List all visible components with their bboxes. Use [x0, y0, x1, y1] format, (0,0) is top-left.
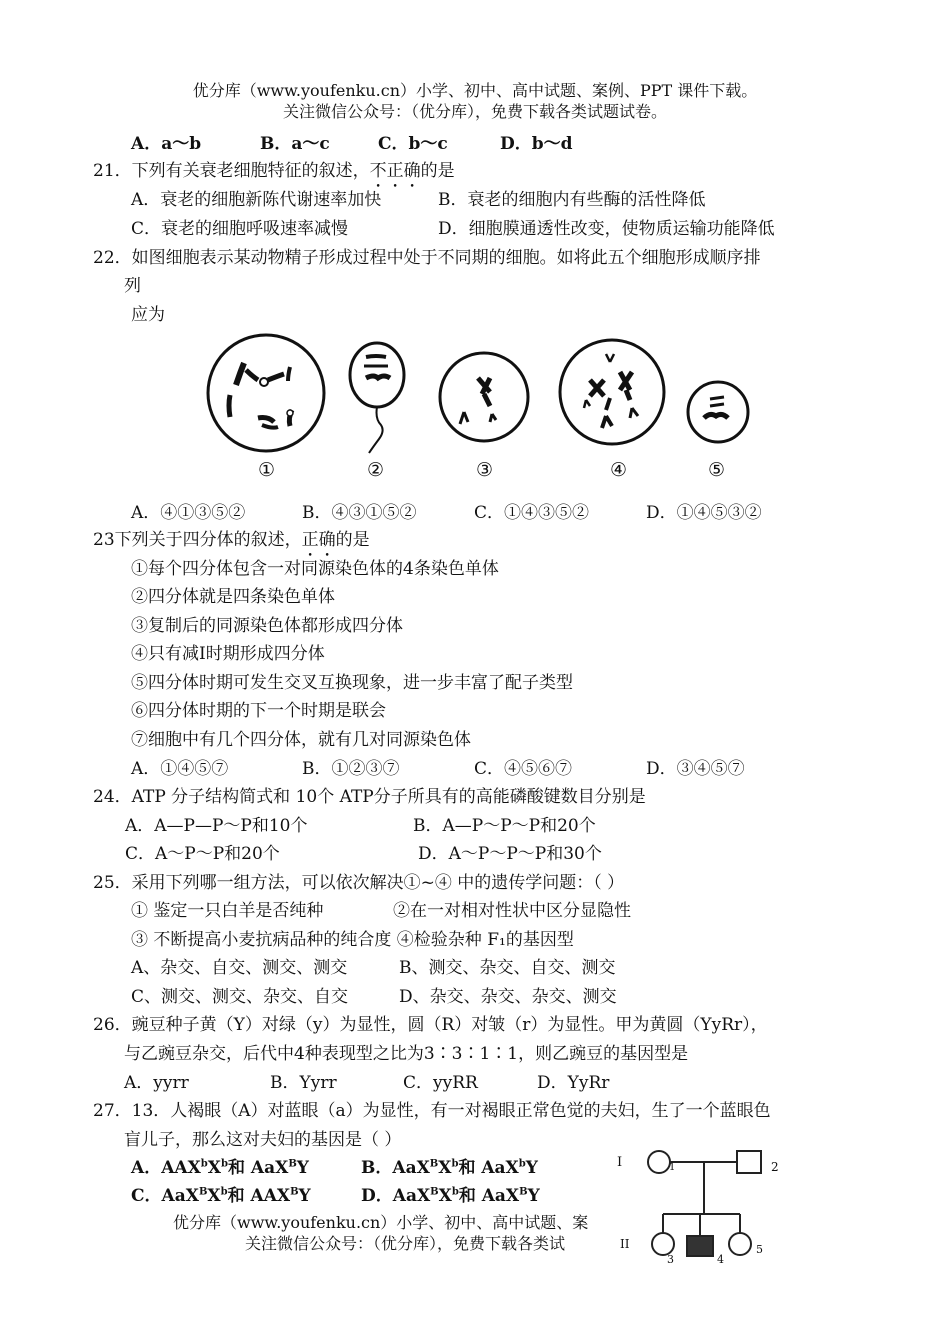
q21-stem: 21．下列有关衰老细胞特征的叙述，不正确的是 [93, 161, 455, 181]
q24-option-a: A．A—P—P～P和10个 [125, 816, 308, 836]
q22-option-d: D．①④⑤③② [646, 503, 762, 523]
q26-option-b: B．Yyrr [270, 1073, 337, 1093]
q20-option-b: B．a～c [260, 134, 330, 154]
q23-item-2: ②四分体就是四条染色单体 [131, 587, 335, 607]
pedigree-individual-1 [648, 1151, 670, 1173]
q25-line-1b: ②在一对相对性状中区分显隐性 [393, 901, 631, 921]
q23-option-c: C．④⑤⑥⑦ [474, 759, 573, 779]
q23-item-6: ⑥四分体时期的下一个时期是联会 [131, 701, 386, 721]
cell-label-5: ⑤ [708, 459, 726, 481]
q25-option-a: A、杂交、自交、测交、测交 [131, 958, 348, 978]
cell-label-4: ④ [610, 459, 628, 481]
q20-option-a: A．a～b [131, 134, 202, 154]
q23-item-7: ⑦细胞中有几个四分体，就有几对同源染色体 [131, 730, 471, 750]
q25-option-d: D、杂交、杂交、杂交、测交 [399, 987, 617, 1007]
q22-option-a: A．④①③⑤② [131, 503, 246, 523]
pedigree-gen-2-label: II [620, 1237, 630, 1251]
cell-label-2: ② [367, 459, 385, 481]
footer-line-1: 优分库（www.youfenku.cn）小学、初中、高中试题、案 [173, 1213, 589, 1232]
q23-option-a: A．①④⑤⑦ [131, 759, 229, 779]
header-line-1: 优分库（www.youfenku.cn）小学、初中、高中试题、案例、PPT 课件下载。 [192, 81, 758, 100]
q25-option-b: B、测交、杂交、自交、测交 [399, 958, 616, 978]
q25-line-2: ③ 不断提高小麦抗病品种的纯合度 ④检验杂种 F₁的基因型 [131, 930, 574, 950]
q21-option-b: B．衰老的细胞内有些酶的活性降低 [438, 190, 706, 210]
q26-option-a: A．yyrr [124, 1073, 189, 1093]
pedigree-num-3: 3 [667, 1253, 674, 1266]
q22-option-b: B．④③①⑤② [302, 503, 417, 523]
q23-option-d: D．③④⑤⑦ [646, 759, 745, 779]
footer-line-2: 关注微信公众号：（优分库），免费下载各类试 [245, 1234, 566, 1253]
pedigree-num-2: 2 [771, 1160, 779, 1174]
q26-option-d: D．YyRr [537, 1073, 610, 1093]
q20-option-d: D．b～d [500, 134, 573, 154]
q24-option-b: B．A—P～P～P和20个 [413, 816, 596, 836]
pedigree-num-1: 1 [669, 1162, 676, 1173]
q24-option-c: C．A～P～P和20个 [125, 844, 280, 864]
q25-line-1a: ① 鉴定一只白羊是否纯种 [131, 901, 324, 921]
q25-option-c: C、测交、测交、杂交、自交 [131, 987, 349, 1007]
q21-option-c: C．衰老的细胞呼吸速率减慢 [131, 219, 349, 239]
cell-label-3: ③ [476, 459, 494, 481]
q24-stem: 24．ATP 分子结构简式和 10个 ATP分子所具有的高能磷酸键数目分别是 [93, 787, 646, 807]
pedigree-num-4: 4 [717, 1253, 724, 1266]
q22-stem-line-2: 列 [124, 276, 141, 296]
q23-item-5: ⑤四分体时期可发生交叉互换现象，进一步丰富了配子类型 [131, 673, 573, 693]
q27-option-d: D．$AaX^BX^b$和 AaX$^B$Y [361, 1186, 540, 1206]
q20-option-c: C．b～c [378, 134, 448, 154]
q23-stem: 23下列关于四分体的叙述，正确的是 [93, 530, 370, 550]
header-line-2: 关注微信公众号：（优分库），免费下载各类试题试卷。 [282, 102, 667, 121]
q27-option-c: C．$AaX^BX^b$和 $AAX^BY$ [131, 1186, 311, 1206]
q23-item-3: ③复制后的同源染色体都形成四分体 [131, 616, 403, 636]
q27-stem-line-2: 盲儿子，那么这对夫妇的基因是（ ） [124, 1130, 402, 1150]
q22-option-c: C．①④③⑤② [474, 503, 590, 523]
pedigree-num-5: 5 [756, 1243, 763, 1256]
q27-option-a: A．$AAX^bX^b$和 AaX$^B$Y [131, 1158, 309, 1178]
q21-option-a: A．衰老的细胞新陈代谢速率加快 [131, 190, 382, 210]
q25-stem: 25．采用下列哪一组方法，可以依次解决①~④ 中的遗传学问题：（ ） [93, 873, 625, 893]
q23-item-4: ④只有减Ⅰ时期形成四分体 [131, 644, 325, 664]
cell-label-1: ① [258, 459, 276, 481]
q27-option-b: B．$AaX^BX^b$和 AaX$^b$Y [361, 1158, 538, 1178]
q22-stem-line-1: 22．如图细胞表示某动物精子形成过程中处于不同期的细胞。如将此五个细胞形成顺序排 [93, 248, 761, 268]
pedigree-individual-5 [729, 1233, 751, 1255]
q26-stem-line-1: 26．豌豆种子黄（Y）对绿（y）为显性，圆（R）对皱（r）为显性。甲为黄圆（YyRr）， [93, 1015, 768, 1035]
pedigree-individual-3 [652, 1233, 674, 1255]
q27-stem-line-1: 27．13．人褐眼（A）对蓝眼（a）为显性，有一对褐眼正常色觉的夫妇，生了一个蓝眼色 [93, 1101, 771, 1121]
q23-option-b: B．①②③⑦ [302, 759, 400, 779]
pedigree-individual-2 [737, 1151, 761, 1173]
q22-stem-line-3: 应为 [131, 305, 165, 325]
q26-option-c: C．yyRR [403, 1073, 478, 1093]
q23-item-1: ①每个四分体包含一对同源染色体的4条染色单体 [131, 559, 499, 579]
q26-stem-line-2: 与乙豌豆杂交，后代中4种表现型之比为3∶3∶1∶1，则乙豌豆的基因型是 [124, 1044, 689, 1064]
q24-option-d: D．A～P～P～P和30个 [418, 844, 602, 864]
pedigree-gen-1-label: I [617, 1155, 623, 1170]
q21-option-d: D．细胞膜通透性改变，使物质运输功能降低 [438, 219, 775, 239]
pedigree-individual-4 [687, 1236, 713, 1256]
